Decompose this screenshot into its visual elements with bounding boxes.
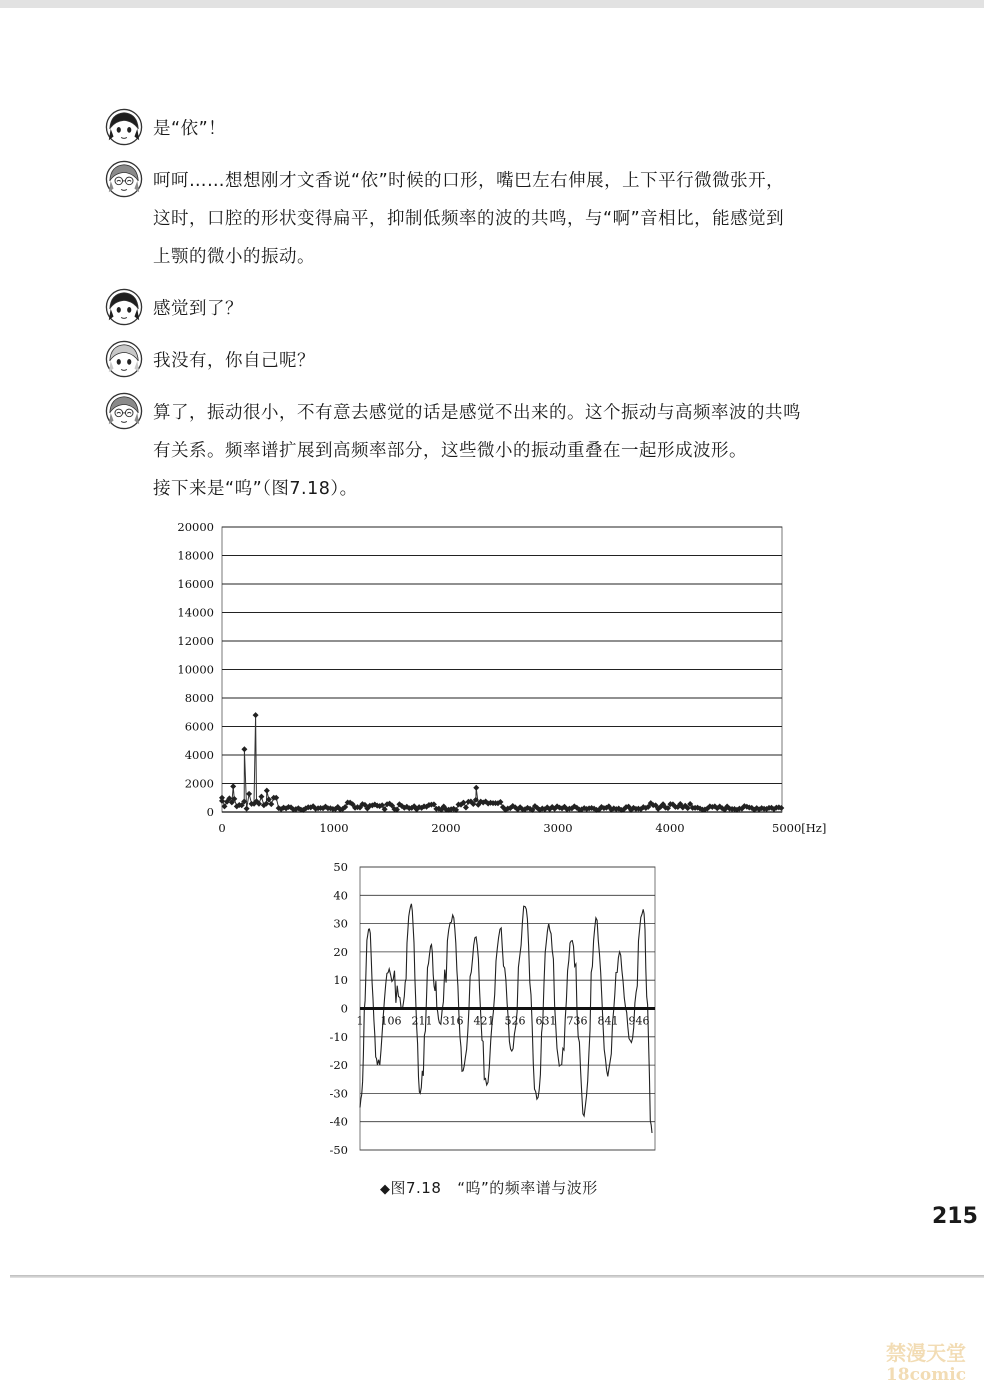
figure-label: 图7.18 bbox=[390, 1179, 442, 1197]
dialogue-text-line: 呵呵……想想刚才文香说“依”时候的口形，嘴巴左右伸展，上下平行微微张开， bbox=[153, 171, 785, 191]
y-tick-label: -10 bbox=[329, 1029, 348, 1044]
x-tick-label: 2000 bbox=[431, 821, 461, 835]
x-tick-label: 316 bbox=[442, 1014, 464, 1028]
y-tick-label: 30 bbox=[333, 916, 348, 931]
girl-dark-avatar-icon bbox=[105, 288, 143, 326]
y-tick-label: 10 bbox=[333, 973, 348, 988]
spectrum-point bbox=[253, 712, 259, 718]
x-tick-label: 1 bbox=[356, 1014, 364, 1028]
spectrum-point bbox=[230, 783, 236, 789]
x-tick-label: 526 bbox=[504, 1014, 526, 1028]
frequency-spectrum-chart bbox=[170, 515, 840, 845]
girl-glasses-avatar-icon bbox=[105, 392, 143, 430]
spectrum-point bbox=[246, 791, 252, 797]
dialogue-block bbox=[105, 110, 925, 522]
dialogue-text bbox=[153, 162, 925, 276]
dialogue-line bbox=[105, 342, 925, 380]
diamond-icon: ◆ bbox=[380, 1182, 391, 1197]
y-tick-label: 0 bbox=[340, 1001, 348, 1016]
waveform-chart bbox=[325, 855, 665, 1170]
y-tick-label: 20 bbox=[333, 944, 348, 959]
x-tick-label: 421 bbox=[473, 1014, 495, 1028]
dialogue-line bbox=[105, 290, 925, 328]
dialogue-text-line: 是“依”！ bbox=[153, 119, 227, 139]
y-tick-label: 50 bbox=[333, 860, 348, 874]
svg-text:18comic: 18comic bbox=[885, 1365, 967, 1384]
dialogue-text bbox=[153, 342, 925, 380]
dialogue-text-line: 算了，振动很小，不有意去感觉的话是感觉不出来的。这个振动与高频率波的共鸣 bbox=[153, 403, 801, 423]
x-tick-label: 3000 bbox=[543, 821, 573, 835]
y-tick-label: 6000 bbox=[184, 719, 214, 734]
x-tick-label: 4000 bbox=[655, 821, 685, 835]
figure-caption bbox=[380, 1177, 598, 1198]
spectrum-point bbox=[463, 804, 469, 810]
y-tick-label: 14000 bbox=[177, 605, 214, 620]
spectrum-point bbox=[473, 785, 479, 791]
y-tick-label: 16000 bbox=[177, 577, 214, 591]
dialogue-line bbox=[105, 110, 925, 148]
spectrum-point bbox=[264, 788, 270, 794]
dialogue-text-line: 我没有，你自己呢？ bbox=[153, 351, 315, 371]
x-tick-label: 106 bbox=[380, 1014, 402, 1028]
y-tick-label: 12000 bbox=[177, 634, 214, 648]
spectrum-series-line bbox=[222, 715, 781, 810]
y-tick-label: -30 bbox=[329, 1086, 348, 1101]
girl-glasses-avatar-icon bbox=[105, 160, 143, 198]
x-tick-label: 5000[Hz] bbox=[772, 821, 827, 835]
x-tick-label: 946 bbox=[628, 1014, 650, 1028]
y-tick-label: 18000 bbox=[177, 548, 214, 563]
dialogue-text-line: 接下来是“呜”（图7.18）。 bbox=[153, 479, 358, 499]
x-tick-label: 631 bbox=[535, 1014, 557, 1028]
y-tick-label: 2000 bbox=[184, 776, 214, 791]
dialogue-text bbox=[153, 290, 925, 328]
dialogue-text-line: 感觉到了？ bbox=[153, 299, 243, 319]
y-tick-label: -40 bbox=[329, 1114, 348, 1129]
dialogue-text-line: 上颚的微小的振动。 bbox=[153, 247, 315, 267]
y-tick-label: -20 bbox=[329, 1058, 348, 1073]
spectrum-point bbox=[258, 794, 264, 800]
dialogue-text-line: 有关系。频率谱扩展到高频率部分，这些微小的振动重叠在一起形成波形。 bbox=[153, 441, 747, 461]
dialogue-text-line: 这时，口腔的形状变得扁平，抑制低频率的波的共鸣，与“啊”音相比，能感觉到 bbox=[153, 209, 785, 229]
dialogue-line bbox=[105, 394, 925, 508]
spectrum-point bbox=[241, 746, 247, 752]
watermark-logo bbox=[876, 1338, 976, 1384]
page-bottom-rule bbox=[10, 1275, 984, 1278]
x-tick-label: 0 bbox=[218, 821, 226, 835]
y-tick-label: 4000 bbox=[184, 748, 214, 762]
figure-caption-text: “呜”的频率谱与波形 bbox=[457, 1179, 598, 1197]
girl-dark-avatar-icon bbox=[105, 108, 143, 146]
y-tick-label: 0 bbox=[206, 805, 214, 819]
svg-text:禁漫天堂: 禁漫天堂 bbox=[886, 1341, 966, 1365]
dialogue-text bbox=[153, 394, 925, 508]
y-tick-label: -50 bbox=[329, 1143, 348, 1157]
y-tick-label: 10000 bbox=[177, 662, 214, 677]
x-tick-label: 1000 bbox=[319, 821, 349, 835]
dialogue-line bbox=[105, 162, 925, 276]
girl-light-avatar-icon bbox=[105, 340, 143, 378]
y-tick-label: 40 bbox=[333, 888, 348, 903]
x-tick-label: 841 bbox=[597, 1014, 619, 1028]
y-tick-label: 8000 bbox=[184, 691, 214, 705]
spectrum-point bbox=[244, 806, 250, 812]
y-tick-label: 20000 bbox=[177, 520, 214, 534]
x-tick-label: 736 bbox=[566, 1014, 588, 1028]
x-tick-label: 211 bbox=[411, 1014, 433, 1028]
spectrum-point bbox=[219, 795, 225, 801]
dialogue-text bbox=[153, 110, 925, 148]
page-number: 215 bbox=[932, 1204, 978, 1229]
